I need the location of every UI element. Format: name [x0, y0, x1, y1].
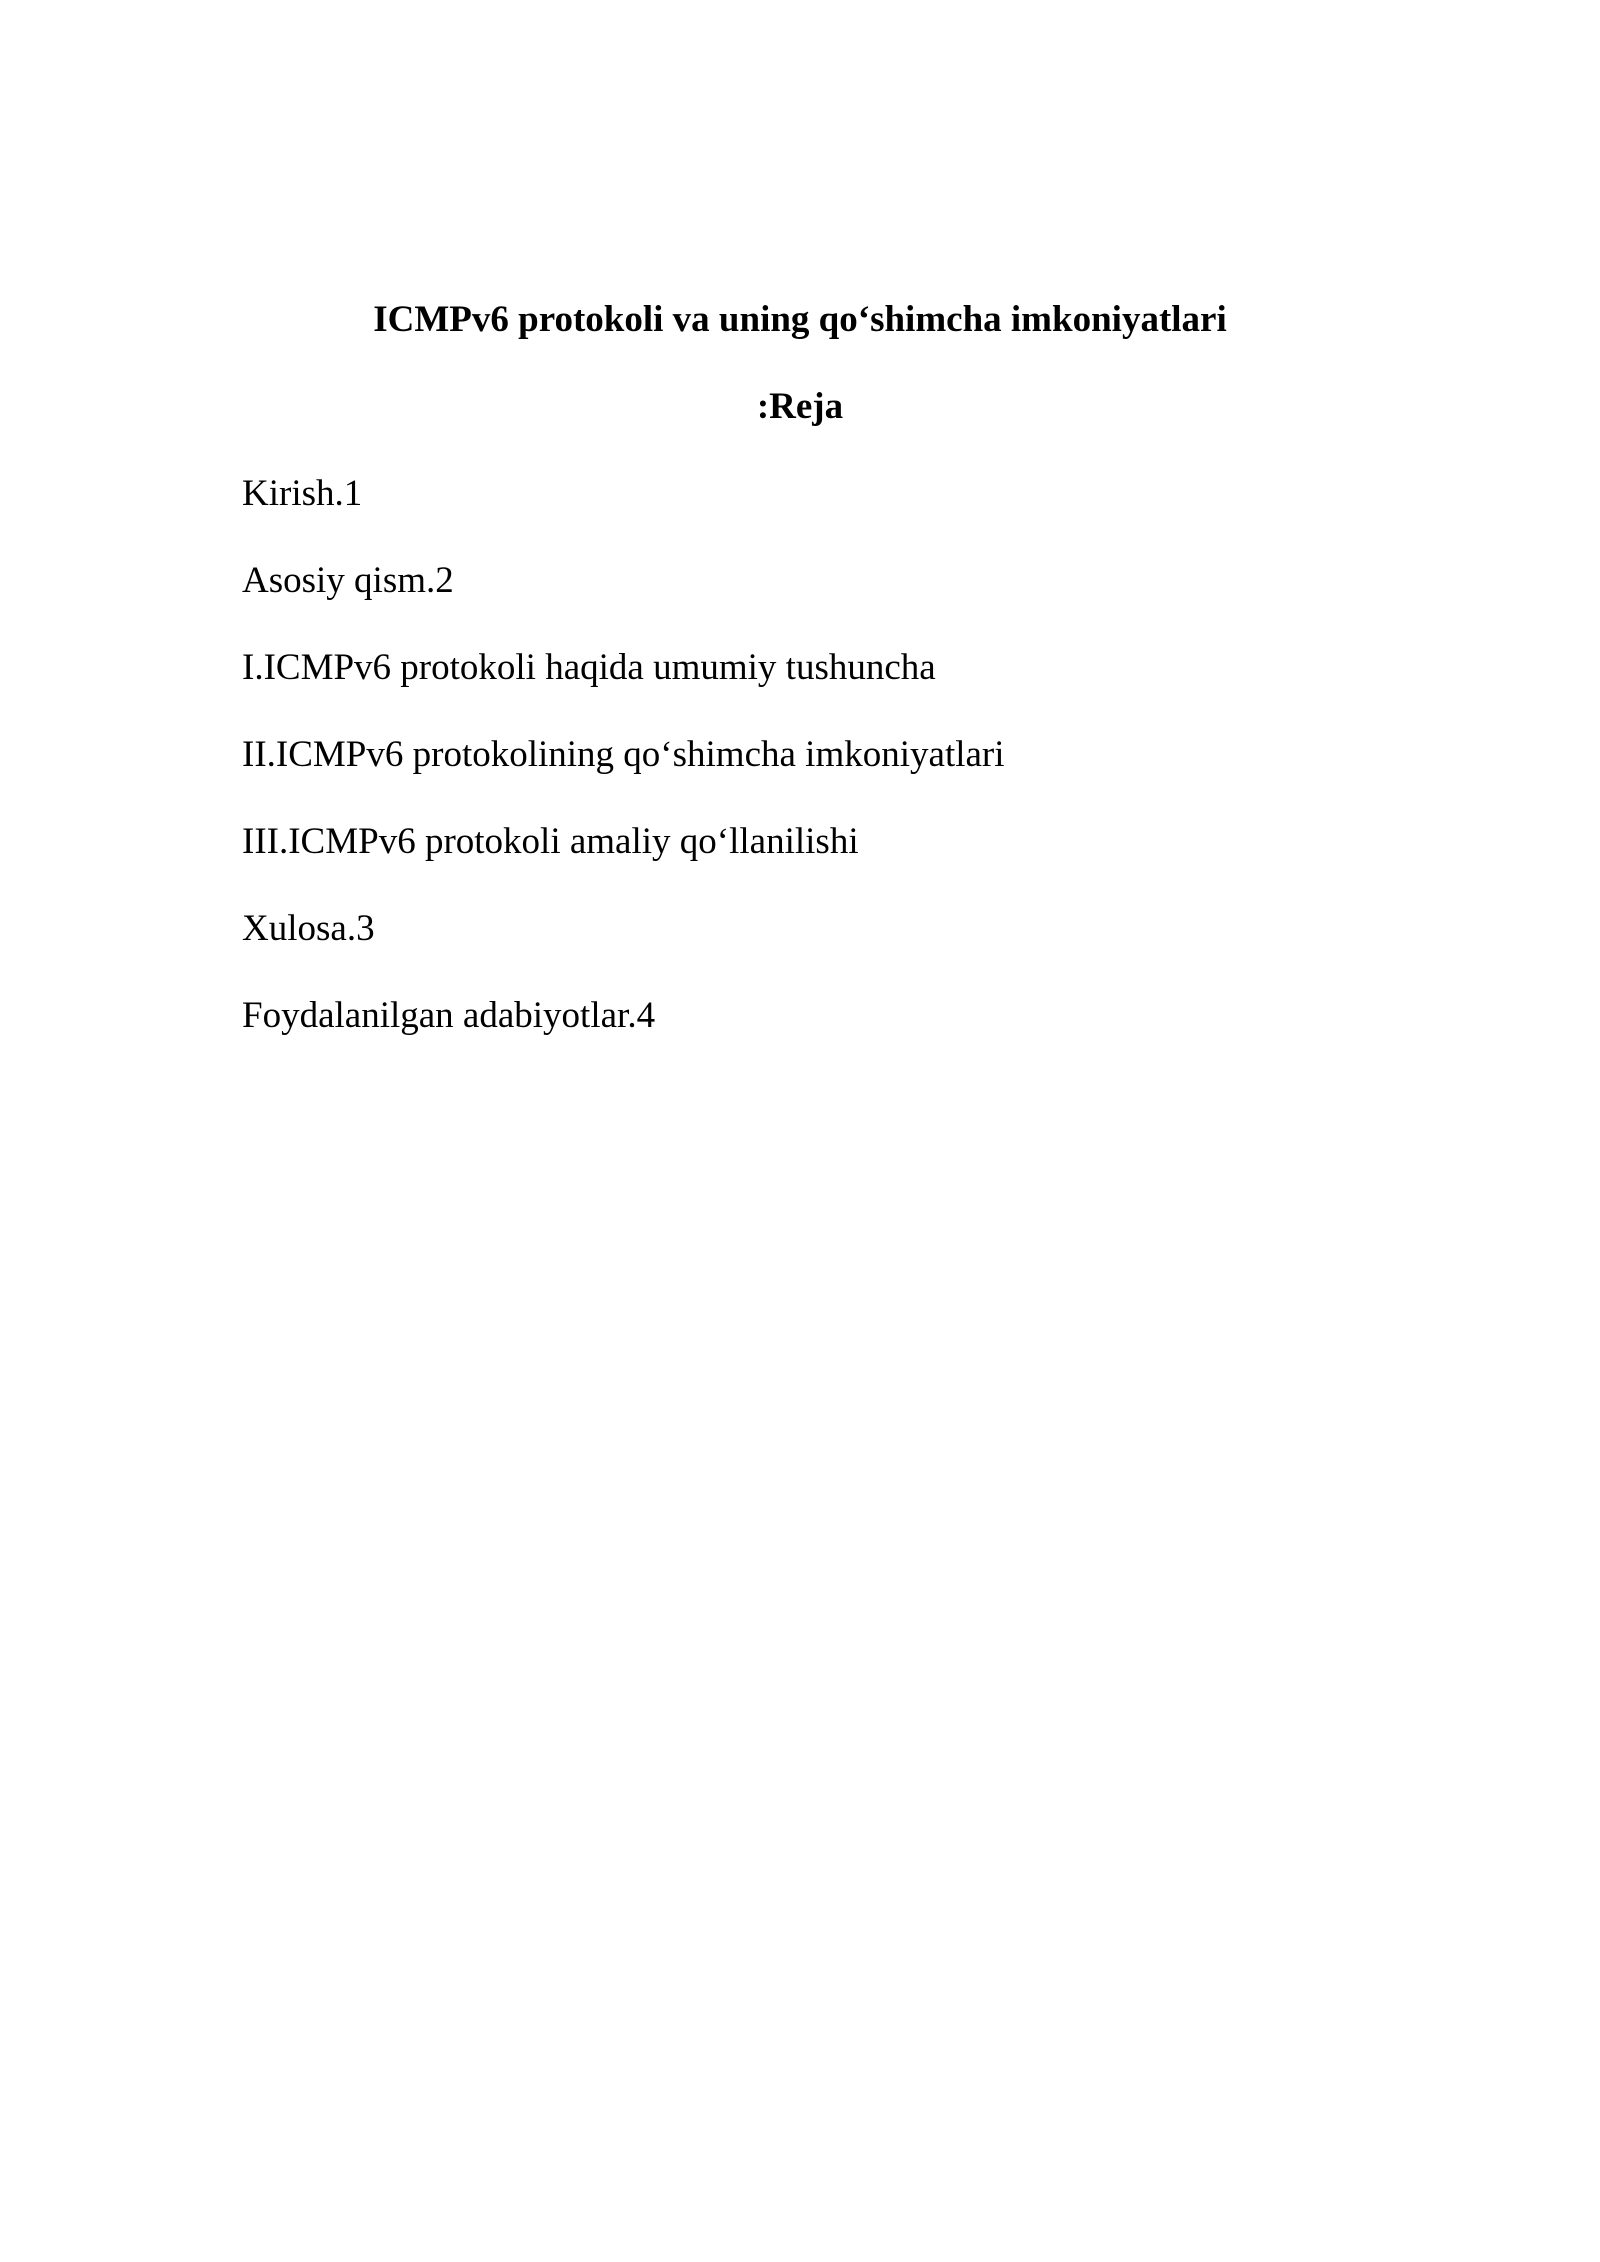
plan-item-references: Foydalanilgan adabiyotlar.4	[242, 995, 656, 1036]
plan-item-section-2: II.ICMPv6 protokolining qo‘shimcha imkoniyatlari	[242, 734, 1005, 775]
plan-heading: :Reja	[756, 386, 844, 427]
plan-item-conclusion: Xulosa.3	[242, 908, 375, 949]
plan-item-section-3: III.ICMPv6 protokoli amaliy qo‘llanilishi	[242, 821, 859, 862]
plan-item-section-1: I.ICMPv6 protokoli haqida umumiy tushuncha	[242, 647, 936, 688]
plan-item-introduction: Kirish.1	[242, 473, 363, 514]
document-title: ICMPv6 protokoli va uning qo‘shimcha imkoniyatlari	[373, 299, 1227, 340]
plan-list	[242, 470, 1005, 1079]
plan-item-main-part: Asosiy qism.2	[242, 560, 454, 601]
